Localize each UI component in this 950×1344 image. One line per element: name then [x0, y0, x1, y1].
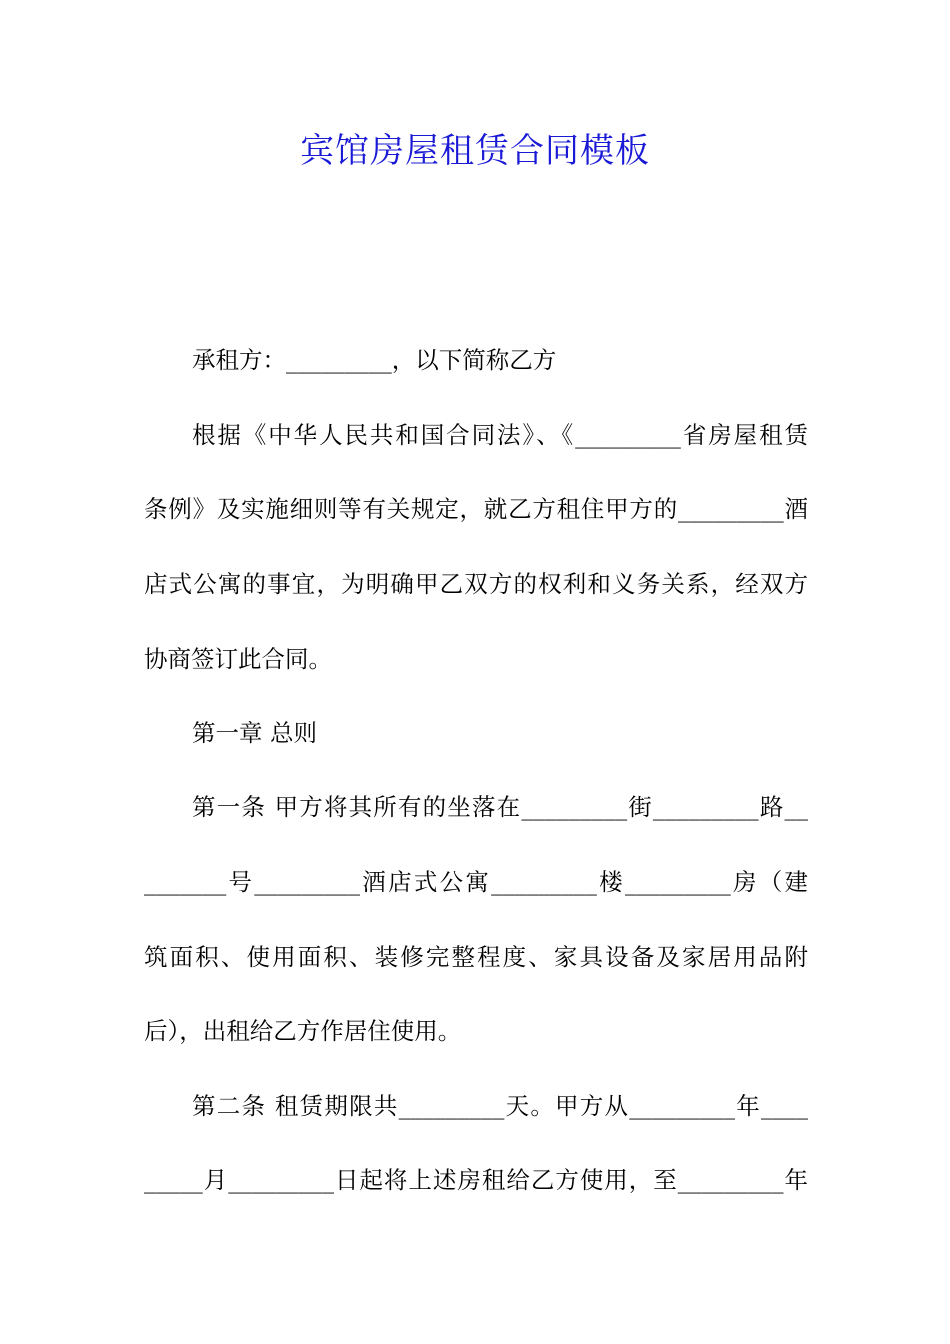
document-title: 宾馆房屋租赁合同模板: [300, 131, 650, 171]
article-two-line-1: 第二条 租赁期限共_________天。甲方从_________年____: [192, 1092, 808, 1120]
paragraph-basis-line-2: 条例》及实施细则等有关规定，就乙方租住甲方的_________酒: [144, 495, 808, 523]
paragraph-basis-line-3: 店式公寓的事宜，为明确甲乙双方的权利和义务关系，经双方: [144, 570, 808, 598]
article-one-line-3: 筑面积、使用面积、装修完整程度、家具设备及家居用品附: [144, 943, 808, 971]
paragraph-lessee: 承租方：_________，以下简称乙方: [192, 346, 557, 374]
article-one-line-2: _______号_________酒店式公寓_________楼_________房（建: [144, 868, 808, 896]
chapter-heading: 第一章 总则: [192, 719, 317, 747]
article-two-line-2: _____月_________日起将上述房租给乙方使用，至_________年: [144, 1166, 808, 1194]
article-one-line-4: 后），出租给乙方作居住使用。: [144, 1017, 462, 1045]
paragraph-basis-line-4: 协商签订此合同。: [144, 645, 332, 673]
article-one-line-1: 第一条 甲方将其所有的坐落在_________街_________路__: [192, 793, 808, 821]
paragraph-basis-line-1: 根据《中华人民共和国合同法》、《_________省房屋租赁: [192, 421, 808, 449]
